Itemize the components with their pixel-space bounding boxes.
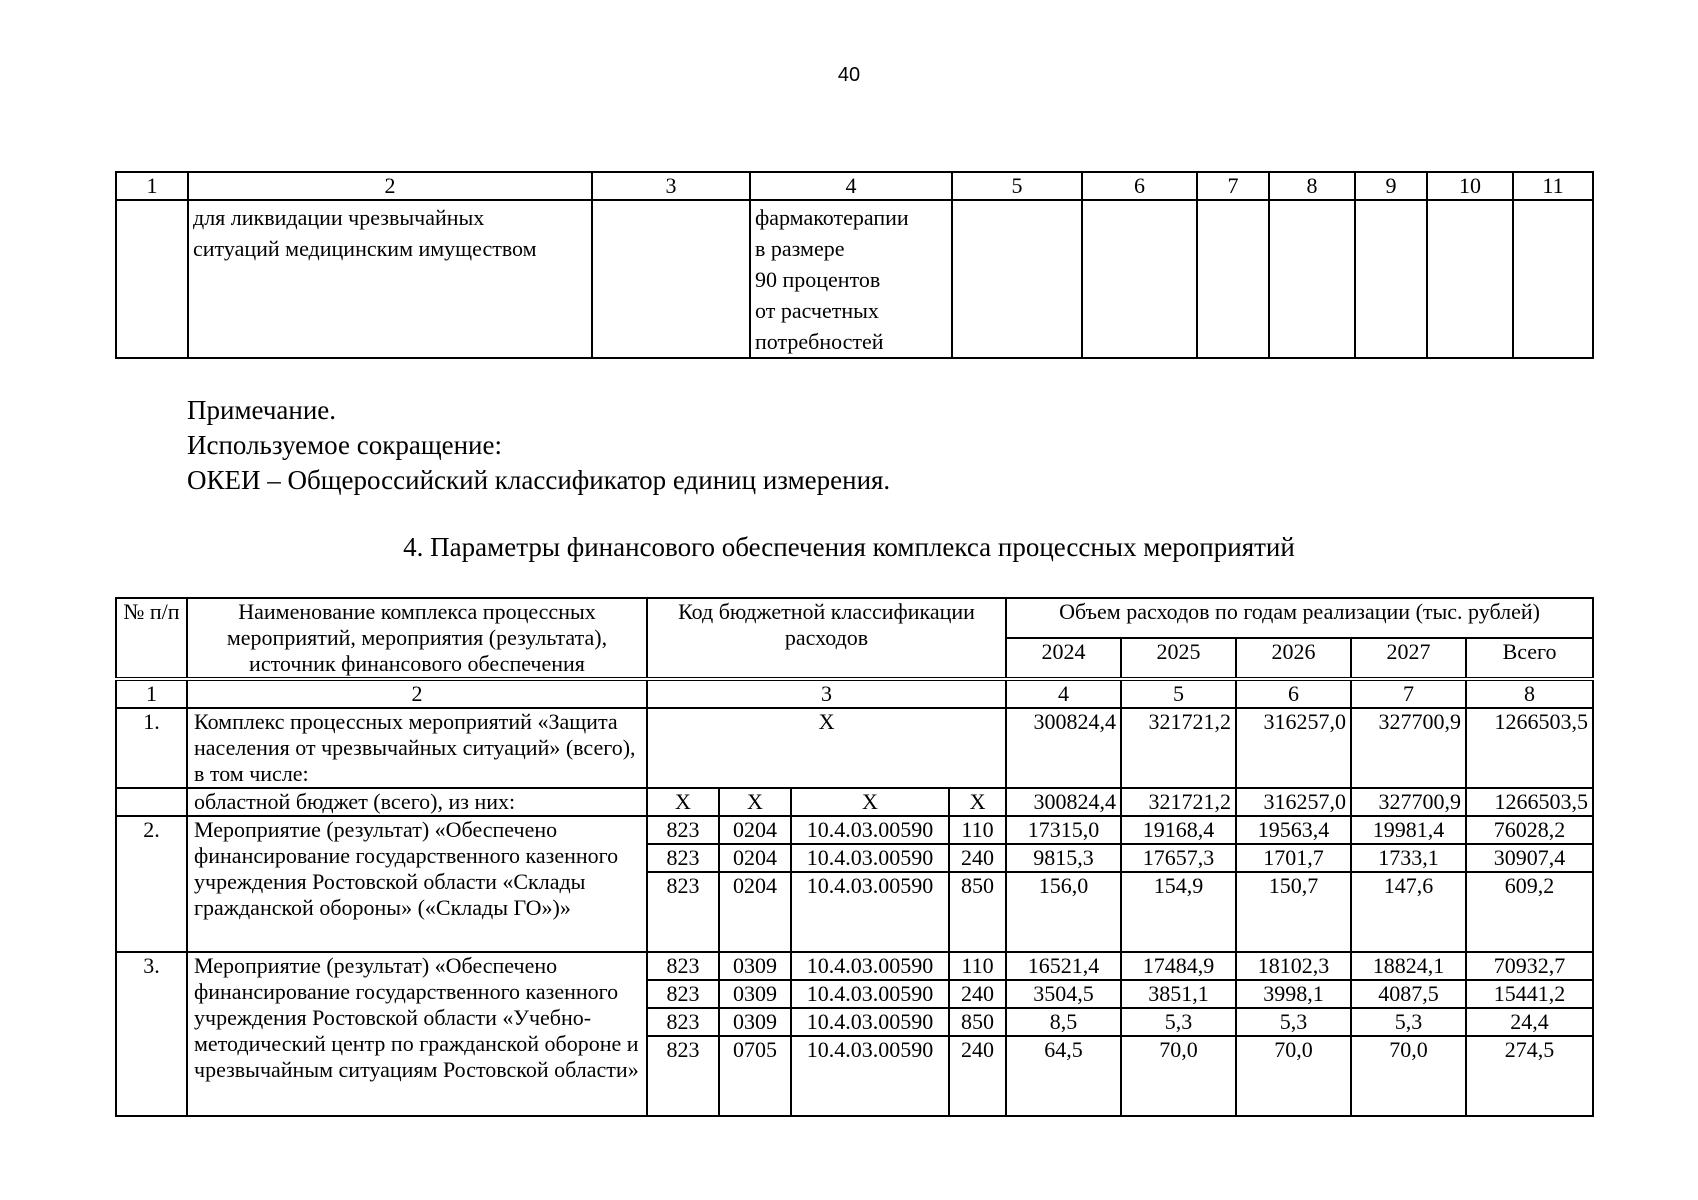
value-cell: 154,9 [1121, 872, 1236, 952]
code-cell: 240 [949, 844, 1006, 872]
value-cell: 156,0 [1006, 872, 1121, 952]
col-number: 5 [1121, 679, 1236, 708]
col-number: 2 [188, 172, 592, 200]
code-cell: Х [647, 788, 719, 816]
value-cell: 321721,2 [1121, 788, 1236, 816]
value-cell: 321721,2 [1121, 708, 1236, 788]
table-row [116, 952, 1593, 980]
code-cell: 0705 [719, 1036, 791, 1116]
value-cell: 19981,4 [1351, 816, 1466, 844]
table-cell-name: для ликвидации чрезвычайных ситуаций медицинским имуществом [188, 200, 592, 358]
code-cell: 823 [647, 816, 719, 844]
code-cell: 240 [949, 980, 1006, 1008]
code-cell: 0309 [719, 1008, 791, 1036]
table-row [116, 708, 1593, 788]
row-name: областной бюджет (всего), из них: [187, 788, 647, 816]
value-cell: 147,6 [1351, 872, 1466, 952]
value-cell: 3998,1 [1236, 980, 1351, 1008]
value-cell: 76028,2 [1466, 816, 1593, 844]
col-number: 7 [1197, 172, 1269, 200]
code-cell: 0204 [719, 816, 791, 844]
value-cell: 1733,1 [1351, 844, 1466, 872]
col-number: 11 [1513, 172, 1593, 200]
financing-table [115, 597, 1594, 1117]
continuation-table [115, 171, 1594, 359]
value-cell: 19168,4 [1121, 816, 1236, 844]
value-cell: 3851,1 [1121, 980, 1236, 1008]
code-cell: 110 [949, 816, 1006, 844]
col-number: 1 [116, 679, 187, 708]
code-cell: 0309 [719, 980, 791, 1008]
value-cell: 19563,4 [1236, 816, 1351, 844]
code-cell: 240 [949, 1036, 1006, 1116]
header-volume: Объем расходов по годам реализации (тыс. рублей) [1006, 598, 1593, 638]
value-cell: 150,7 [1236, 872, 1351, 952]
value-cell: 5,3 [1351, 1008, 1466, 1036]
code-cell: 10.4.03.00590 [791, 980, 949, 1008]
col-number: 1 [116, 172, 188, 200]
value-cell: 17484,9 [1121, 952, 1236, 980]
code-cell: 10.4.03.00590 [791, 872, 949, 952]
value-cell: 15441,2 [1466, 980, 1593, 1008]
page-number: 40 [837, 64, 861, 86]
code-cell: 823 [647, 1008, 719, 1036]
col-number: 3 [592, 172, 750, 200]
value-cell: 1266503,5 [1466, 708, 1593, 788]
code-cell: Х [949, 788, 1006, 816]
row-num: 1. [116, 708, 187, 788]
table-cell-value: фармакотерапии в размере 90 процентов от расчетных потребностей [750, 200, 952, 358]
note-abbreviation: ОКЕИ – Общероссийский классификатор единиц измерения. [187, 465, 891, 495]
value-cell: 70,0 [1351, 1036, 1466, 1116]
code-cell: 823 [647, 844, 719, 872]
col-number: 5 [952, 172, 1082, 200]
value-cell: 18102,3 [1236, 952, 1351, 980]
value-cell: 316257,0 [1236, 708, 1351, 788]
code-cell: 10.4.03.00590 [791, 1008, 949, 1036]
col-number: 6 [1236, 679, 1351, 708]
col-number: 10 [1427, 172, 1513, 200]
code-cell: 823 [647, 980, 719, 1008]
value-cell: 18824,1 [1351, 952, 1466, 980]
code-cell: 823 [647, 1036, 719, 1116]
code-cell: 850 [949, 1008, 1006, 1036]
value-cell: 5,3 [1236, 1008, 1351, 1036]
value-cell: 327700,9 [1351, 708, 1466, 788]
row-name: Мероприятие (результат) «Обеспечено финансирование государственного казенного учреждения Ростовской области «Склады гражданской обороны» («Склады ГО»)» [187, 816, 647, 952]
header-total: Всего [1466, 638, 1593, 679]
code-cell: 850 [949, 872, 1006, 952]
value-cell: 9815,3 [1006, 844, 1121, 872]
section-title: 4. Параметры финансового обеспечения комплекса процессных мероприятий [403, 532, 1295, 562]
column-number-row [116, 679, 1593, 708]
col-number: 6 [1082, 172, 1197, 200]
col-number: 4 [750, 172, 952, 200]
column-number-row [116, 172, 1593, 200]
code-cell: 10.4.03.00590 [791, 816, 949, 844]
code-cell: 823 [647, 872, 719, 952]
value-cell: 8,5 [1006, 1008, 1121, 1036]
value-cell: 70,0 [1121, 1036, 1236, 1116]
code-cell: 10.4.03.00590 [791, 844, 949, 872]
col-number: 8 [1466, 679, 1593, 708]
col-number: 2 [187, 679, 647, 708]
code-cell: 0204 [719, 844, 791, 872]
table-row [116, 788, 1593, 816]
note-title: Примечание. [187, 395, 337, 425]
value-cell: 30907,4 [1466, 844, 1593, 872]
header-year: 2026 [1236, 638, 1351, 679]
header-year: 2025 [1121, 638, 1236, 679]
row-num: 3. [116, 952, 187, 1116]
value-cell: 316257,0 [1236, 788, 1351, 816]
code-cell: 0204 [719, 872, 791, 952]
value-cell: 300824,4 [1006, 788, 1121, 816]
code-cell: 10.4.03.00590 [791, 1036, 949, 1116]
code-cell: 10.4.03.00590 [791, 952, 949, 980]
code-cell: 110 [949, 952, 1006, 980]
value-cell: 17315,0 [1006, 816, 1121, 844]
value-cell: 4087,5 [1351, 980, 1466, 1008]
row-name: Мероприятие (результат) «Обеспечено финансирование государственного казенного учреждения Ростовской области «Учебно-методический центр по гражданской обороне и чрезвычайным ситуациям Ростовской области» [187, 952, 647, 1116]
row-name: Комплекс процессных мероприятий «Защита населения от чрезвычайных ситуаций» (всего), в том числе: [187, 708, 647, 788]
value-cell: 1266503,5 [1466, 788, 1593, 816]
code-cell: Х [719, 788, 791, 816]
col-number: 7 [1351, 679, 1466, 708]
code-cell: Х [791, 788, 949, 816]
note-block [187, 393, 890, 498]
value-cell: 70932,7 [1466, 952, 1593, 980]
value-cell: 5,3 [1121, 1008, 1236, 1036]
code-cell: 823 [647, 952, 719, 980]
header-row [116, 598, 1593, 638]
header-year: 2027 [1351, 638, 1466, 679]
table-row [116, 816, 1593, 844]
col-number: 8 [1269, 172, 1355, 200]
value-cell: 70,0 [1236, 1036, 1351, 1116]
value-cell: 64,5 [1006, 1036, 1121, 1116]
header-year: 2024 [1006, 638, 1121, 679]
col-number: 4 [1006, 679, 1121, 708]
value-cell: 3504,5 [1006, 980, 1121, 1008]
value-cell: 1701,7 [1236, 844, 1351, 872]
value-cell: 274,5 [1466, 1036, 1593, 1116]
value-cell: 609,2 [1466, 872, 1593, 952]
header-name: Наименование комплекса процессных мероприятий, мероприятия (результата), источник финансового обеспечения [187, 598, 647, 679]
header-code: Код бюджетной классификации расходов [647, 598, 1006, 679]
value-cell: 300824,4 [1006, 708, 1121, 788]
code-cell: 0309 [719, 952, 791, 980]
header-num: № п/п [116, 598, 187, 679]
code-cell: Х [647, 708, 1006, 788]
col-number: 3 [647, 679, 1006, 708]
value-cell: 17657,3 [1121, 844, 1236, 872]
table-row [116, 200, 1593, 358]
value-cell: 24,4 [1466, 1008, 1593, 1036]
row-num: 2. [116, 816, 187, 952]
note-subtitle: Используемое сокращение: [187, 430, 502, 460]
col-number: 9 [1355, 172, 1427, 200]
value-cell: 16521,4 [1006, 952, 1121, 980]
value-cell: 327700,9 [1351, 788, 1466, 816]
